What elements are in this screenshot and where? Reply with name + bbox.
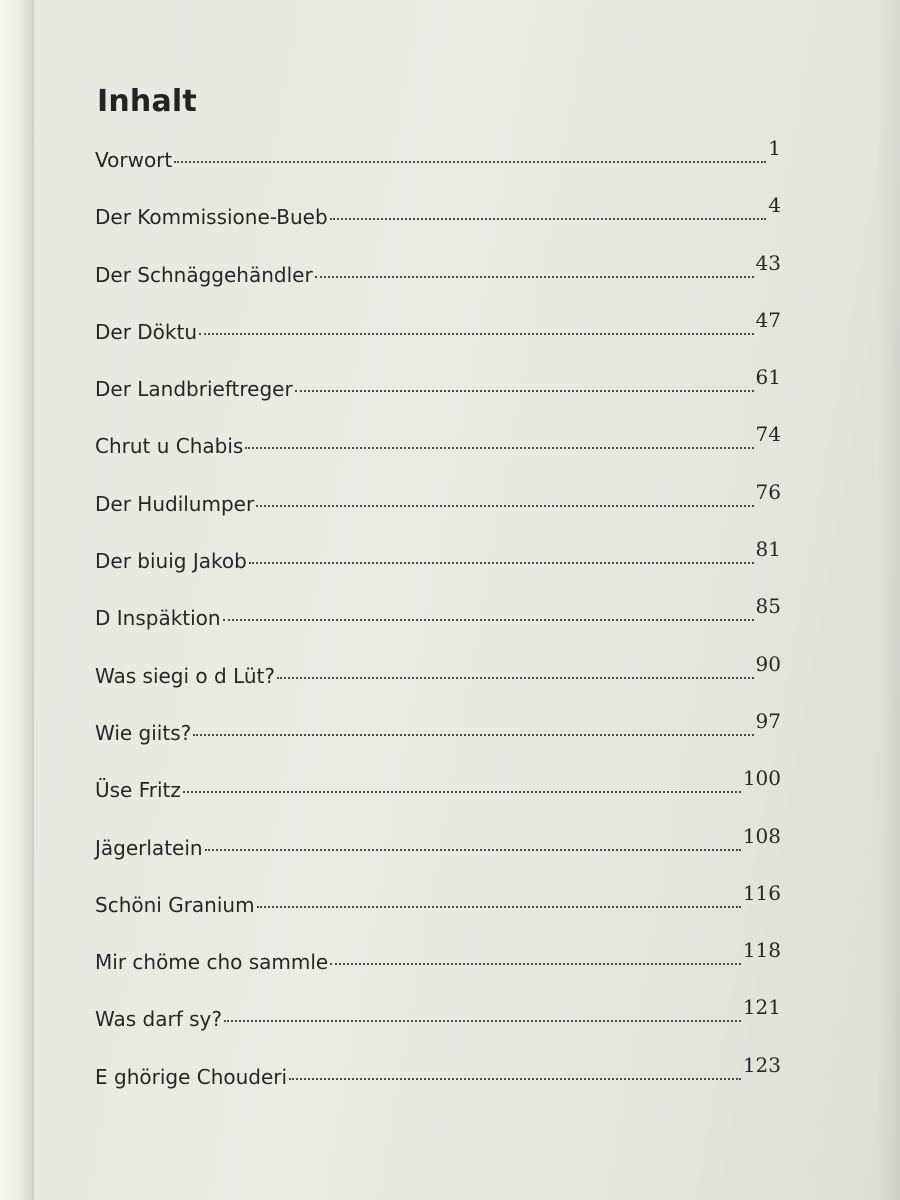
toc-entry-title: Der biuig Jakob [95,549,247,574]
toc-entry-title: Jägerlatein [95,835,203,860]
toc-dot-leader [330,963,741,965]
toc-page-number: 121 [742,995,781,1020]
toc-dot-leader [174,161,766,163]
toc-entry-title: Mir chöme cho sammle [95,950,329,975]
toc-entry [95,938,781,1007]
toc-dot-leader [257,906,741,908]
toc-dot-leader [224,1020,741,1022]
toc-entry [95,193,781,262]
toc-dot-leader [289,1078,741,1080]
toc-page-number: 1 [768,136,781,160]
toc-page-number: 74 [755,422,781,447]
toc-page-number: 116 [742,880,781,905]
toc-entry-title: Üse Fritz [95,778,181,803]
toc-entry [95,766,781,835]
toc-entry [95,307,781,377]
toc-entry-title: Wie giits? [95,720,192,745]
toc-dot-leader [183,791,741,793]
toc-dot-leader [295,390,754,392]
page-edge-shadow [878,0,900,1200]
toc-entry [95,880,781,950]
toc-entry-title: Der Kommissione-Bueb [95,205,328,230]
toc-page-number: 85 [755,594,781,619]
toc-entry [95,479,781,549]
toc-entry [95,594,781,663]
toc-page-number: 81 [755,537,781,562]
toc-page-number: 97 [755,708,781,733]
toc-page-number: 118 [742,938,781,963]
toc-dot-leader [330,218,767,220]
toc-entry [95,823,781,893]
toc-entry-title: Chrut u Chabis [95,434,244,459]
toc-entry [95,995,781,1064]
toc-entry-title: Der Schnäggehändler [95,262,313,287]
toc-page-number: 4 [768,193,781,218]
table-of-contents [95,136,781,1122]
toc-entry-title: D Inspäktion [95,606,221,631]
toc-dot-leader [205,849,741,851]
toc-entry-title: Der Hudilumper [95,491,255,516]
toc-page-number: 43 [755,250,781,275]
toc-page-number: 100 [742,766,781,791]
toc-page-number: 76 [755,479,781,504]
toc-page-number: 108 [742,823,781,848]
toc-page-number: 47 [755,307,781,332]
toc-dot-leader [245,447,753,449]
toc-entry [95,422,781,491]
toc-entry-title: Der Landbrieftreger [95,377,293,402]
toc-entry-title: Was darf sy? [95,1007,222,1032]
toc-entry-title: Schöni Granium [95,892,255,917]
toc-dot-leader [199,333,754,335]
toc-page-number: 123 [742,1052,781,1077]
toc-entry [95,708,781,778]
toc-entry [95,365,781,434]
toc-entry-title: E ghörige Chouderi [95,1064,288,1089]
toc-dot-leader [277,677,754,679]
toc-heading: Inhalt [97,84,197,119]
book-gutter [0,0,34,1200]
toc-entry [95,136,781,205]
toc-page-number: 61 [755,365,781,390]
toc-entry [95,651,781,721]
toc-dot-leader [193,734,753,736]
toc-dot-leader [315,276,754,278]
toc-entry [95,537,781,606]
toc-entry-title: Vorwort [95,148,173,172]
toc-entry-title: Der Döktu [95,319,198,344]
toc-dot-leader [249,562,754,564]
toc-entry [95,250,781,320]
toc-dot-leader [223,619,754,621]
toc-entry-title: Was siegi o d Lüt? [95,663,275,688]
toc-dot-leader [256,505,753,507]
toc-page-number: 90 [755,651,781,676]
toc-entry [95,1052,781,1122]
